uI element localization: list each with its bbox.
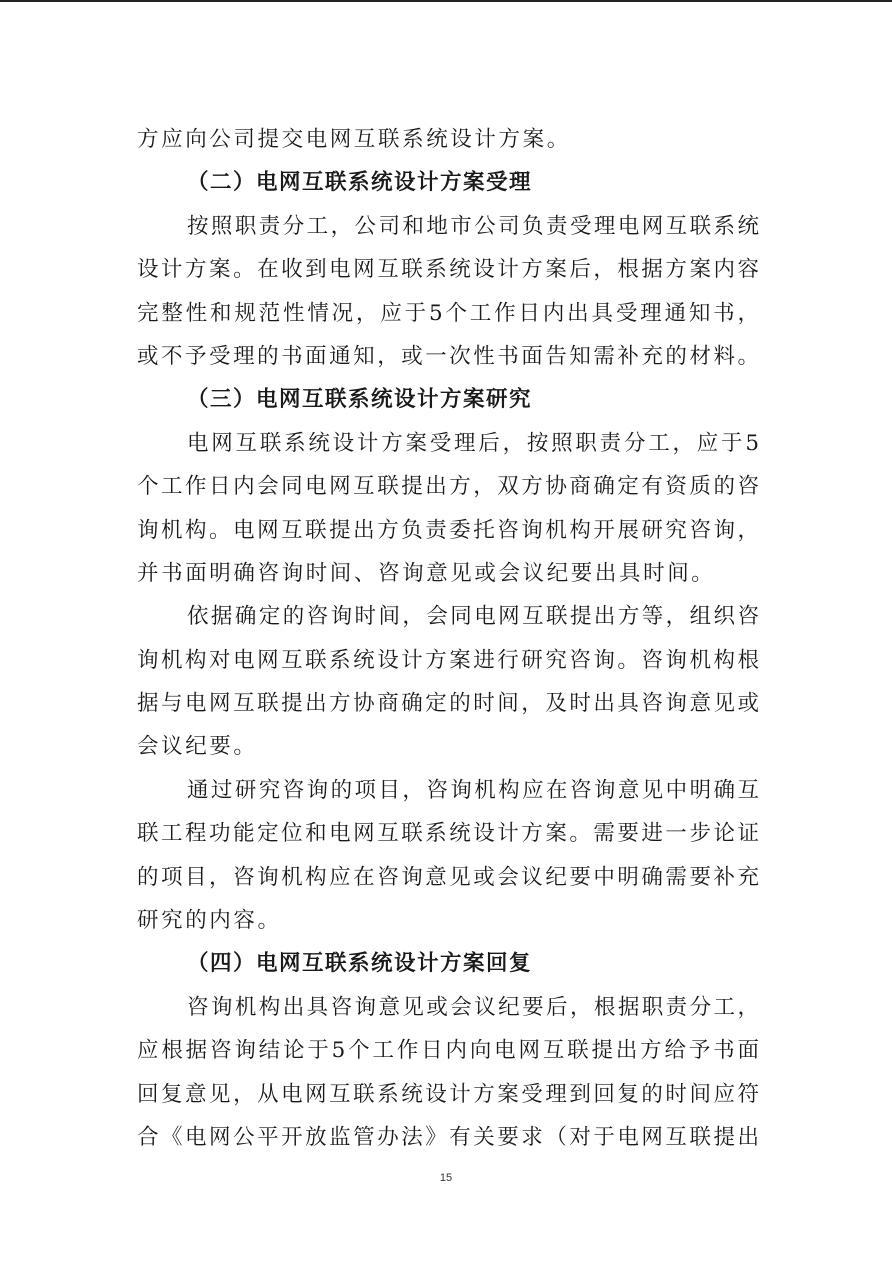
paragraph-line: 据与电网互联提出方协商确定的时间，及时出具咨询意见或	[137, 691, 759, 717]
section-heading: （四）电网互联系统设计方案回复	[187, 951, 533, 977]
paragraph-line: 询机构对电网互联系统设计方案进行研究咨询。咨询机构根	[137, 647, 759, 673]
paragraph-line: 电网互联系统设计方案受理后，按照职责分工，应于5	[187, 430, 759, 456]
page-number: 15	[439, 1172, 453, 1184]
paragraph-line: 的项目，咨询机构应在咨询意见或会议纪要中明确需要补充	[137, 864, 759, 890]
paragraph-line: 会议纪要。	[137, 734, 258, 760]
paragraph-line: 研究的内容。	[137, 908, 282, 934]
paragraph-line: 设计方案。在收到电网互联系统设计方案后，根据方案内容	[137, 257, 759, 283]
paragraph-line: 合《电网公平开放监管办法》有关要求（对于电网互联提出	[137, 1124, 759, 1150]
document-body	[137, 118, 759, 1159]
paragraph-line: 完整性和规范性情况，应于5个工作日内出具受理通知书，	[137, 300, 759, 326]
paragraph-line: 联工程功能定位和电网互联系统设计方案。需要进一步论证	[137, 821, 759, 847]
paragraph-line: 回复意见，从电网互联系统设计方案受理到回复的时间应符	[137, 1081, 759, 1107]
paragraph-line: 个工作日内会同电网互联提出方，双方协商确定有资质的咨	[137, 474, 759, 500]
paragraph-line: 依据确定的咨询时间，会同电网互联提出方等，组织咨	[187, 604, 759, 630]
paragraph-line: 或不予受理的书面通知，或一次性书面告知需补充的材料。	[137, 343, 759, 369]
paragraph-line: 通过研究咨询的项目，咨询机构应在咨询意见中明确互	[187, 777, 759, 803]
paragraph-line: 咨询机构出具咨询意见或会议纪要后，根据职责分工，	[187, 994, 759, 1020]
page-top-border	[0, 0, 892, 2]
section-heading: （二）电网互联系统设计方案受理	[187, 170, 533, 196]
paragraph-line: 并书面明确咨询时间、咨询意见或会议纪要出具时间。	[137, 560, 716, 586]
paragraph-line: 按照职责分工，公司和地市公司负责受理电网互联系统	[187, 213, 759, 239]
paragraph-line: 询机构。电网互联提出方负责委托咨询机构开展研究咨询，	[137, 517, 759, 543]
section-heading: （三）电网互联系统设计方案研究	[187, 387, 533, 413]
paragraph-line: 应根据咨询结论于5个工作日内向电网互联提出方给予书面	[137, 1038, 759, 1064]
paragraph-line: 方应向公司提交电网互联系统设计方案。	[137, 127, 571, 152]
